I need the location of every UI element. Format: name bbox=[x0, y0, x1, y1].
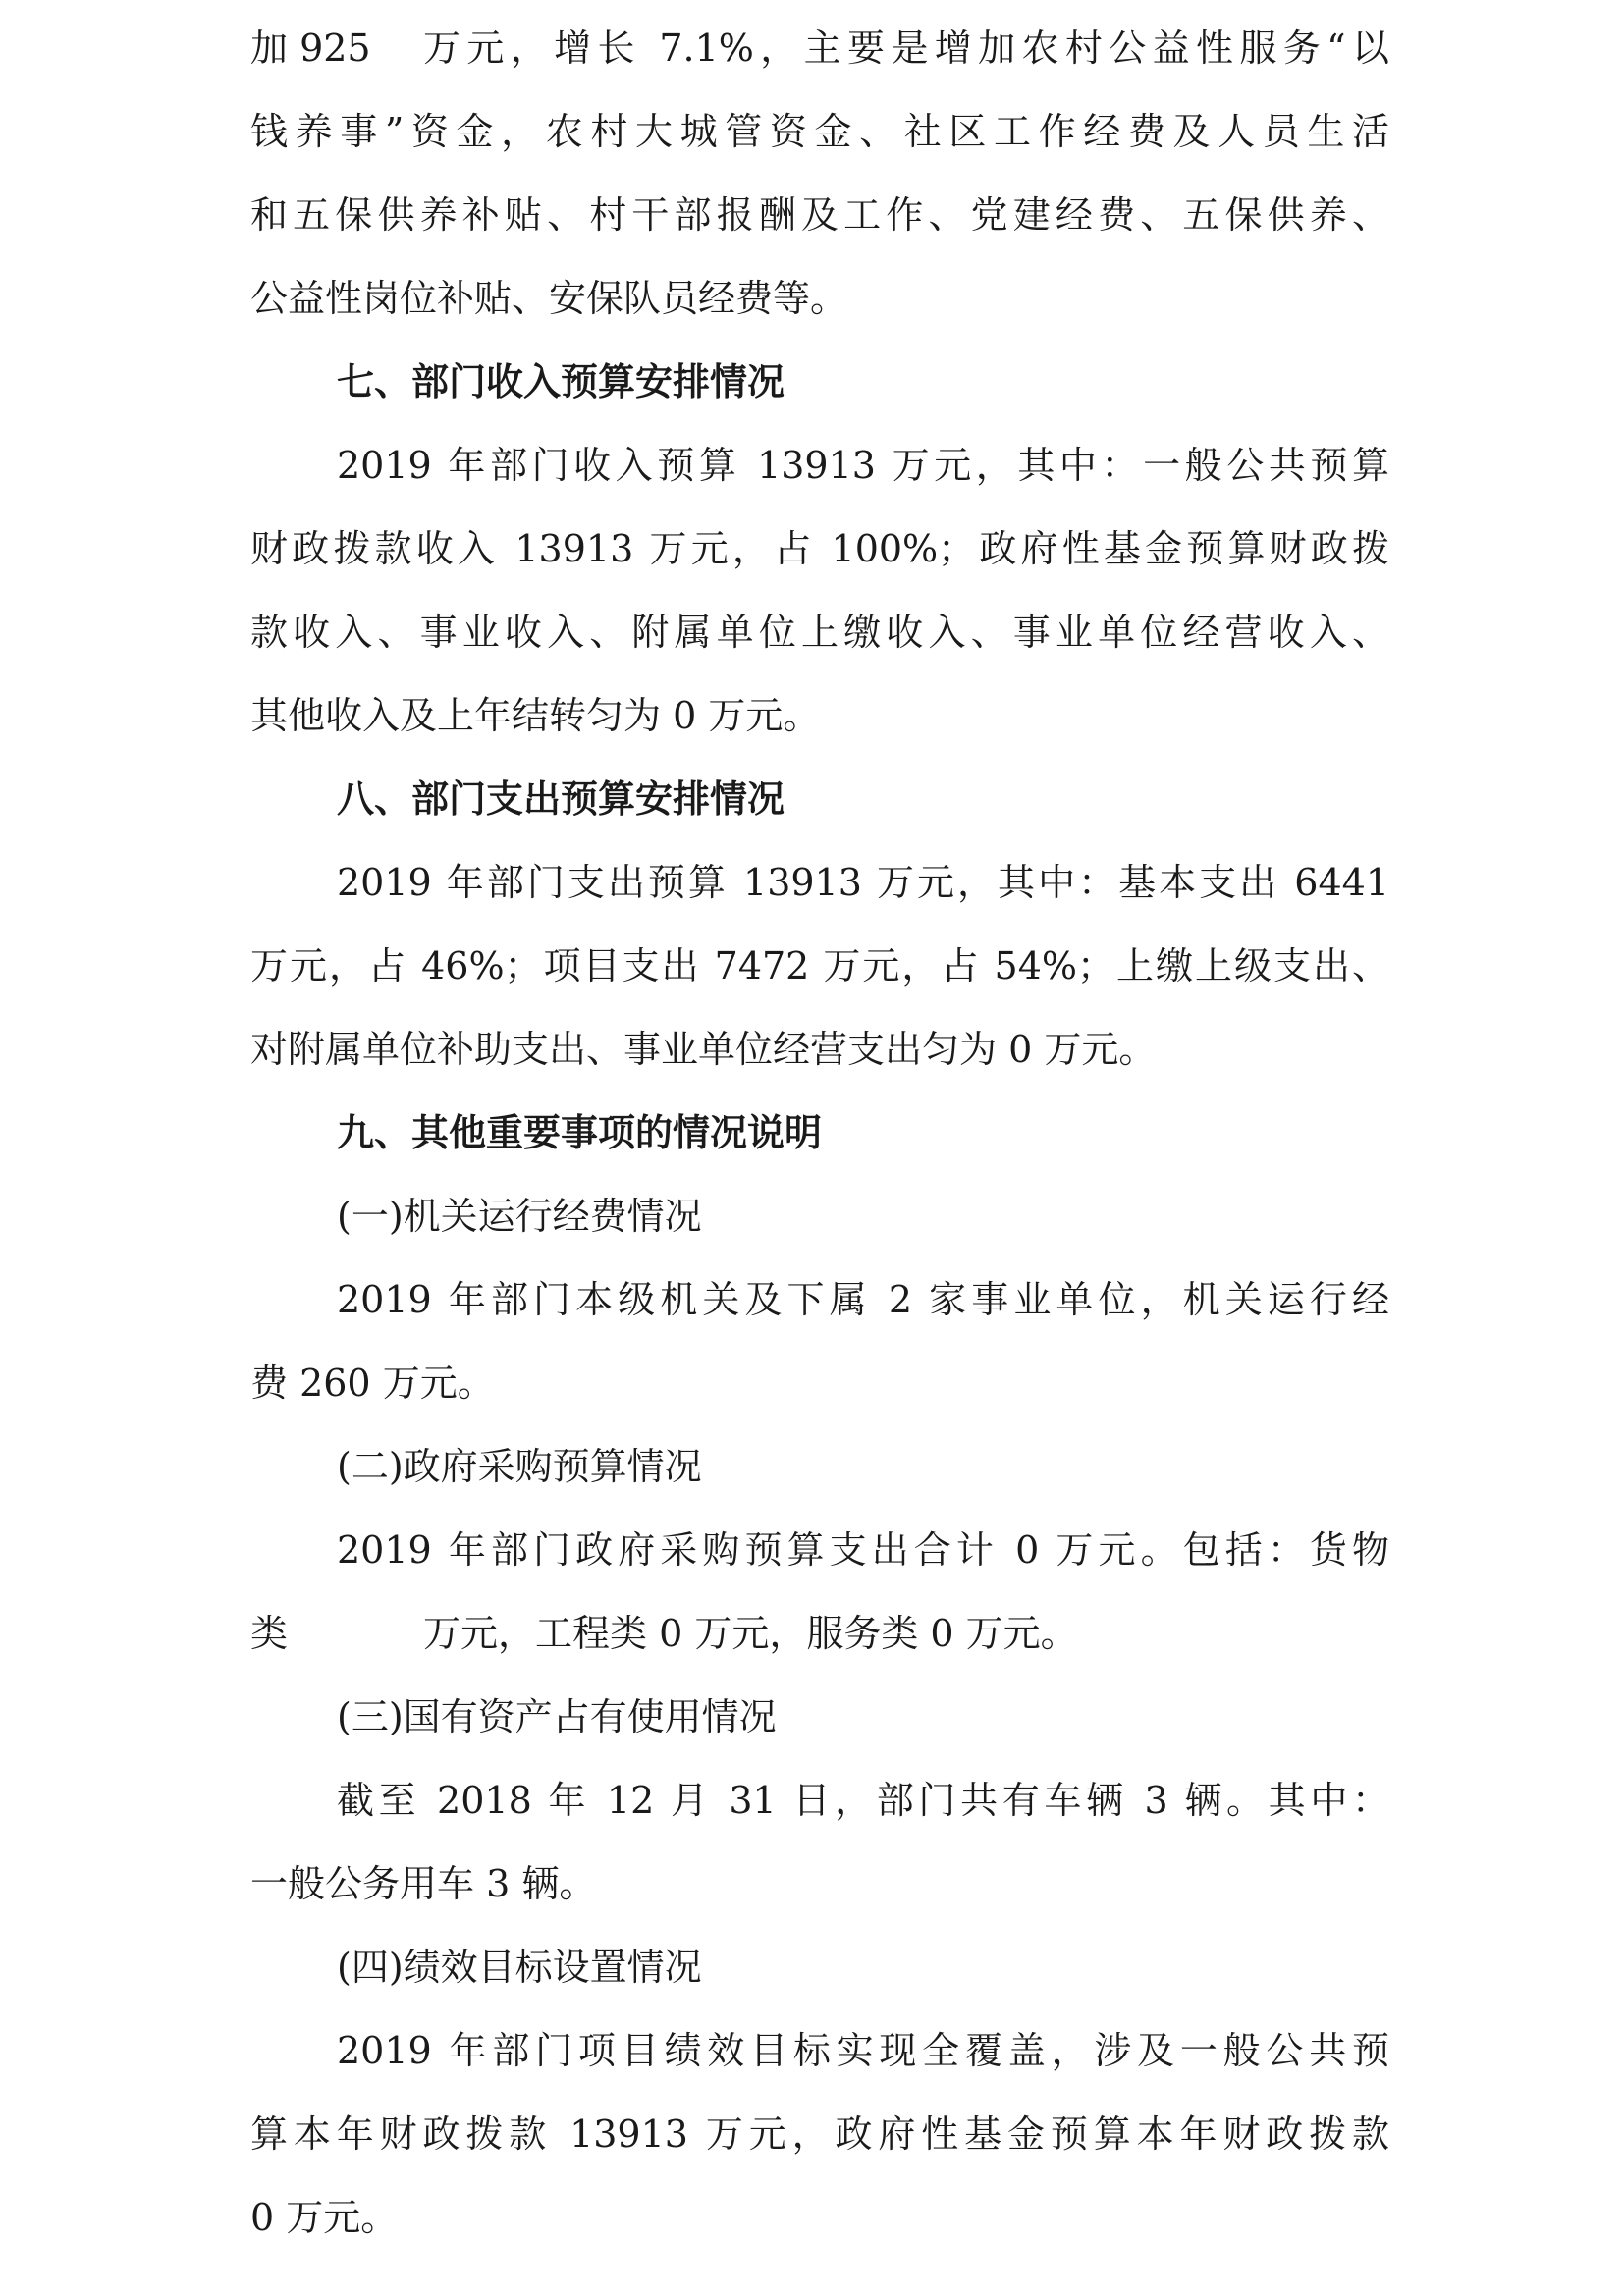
subsection-heading: (二)政府采购预算情况 bbox=[337, 1445, 702, 1488]
section-heading: 九、其他重要事项的情况说明 bbox=[337, 1111, 823, 1154]
paragraph-line: 款收入、事业收入、附属单位上缴收入、事业单位经营收入、 bbox=[250, 611, 1389, 654]
text-fragment: 万元，增长 7.1%，主要是增加农村公益性服务“以 bbox=[423, 27, 1389, 70]
paragraph-line bbox=[250, 1604, 1389, 1663]
paragraph-line: 公益性岗位补贴、安保队员经费等。 bbox=[250, 277, 848, 320]
paragraph-line bbox=[250, 19, 1389, 78]
paragraph-line: 2019 年部门政府采购预算支出合计 0 万元。包括：货物 bbox=[337, 1528, 1389, 1572]
paragraph-line: 2019 年部门本级机关及下属 2 家事业单位，机关运行经 bbox=[337, 1278, 1389, 1321]
text-fragment: 类 bbox=[250, 1612, 289, 1655]
paragraph-line: 一般公务用车 3 辆。 bbox=[250, 1862, 597, 1905]
subsection-heading: (一)机关运行经费情况 bbox=[337, 1195, 702, 1238]
paragraph-line: 万元，占 46%；项目支出 7472 万元，占 54%；上缴上级支出、 bbox=[250, 944, 1389, 988]
text-fragment: 万元，工程类 0 万元，服务类 0 万元。 bbox=[423, 1612, 1078, 1655]
paragraph-line: 和五保供养补贴、村干部报酬及工作、党建经费、五保供养、 bbox=[250, 193, 1389, 237]
paragraph-line: 2019 年部门收入预算 13913 万元，其中：一般公共预算 bbox=[337, 444, 1389, 487]
paragraph-line: 财政拨款收入 13913 万元，占 100%；政府性基金预算财政拨 bbox=[250, 527, 1389, 570]
section-heading: 八、部门支出预算安排情况 bbox=[337, 777, 785, 821]
paragraph-line: 算本年财政拨款 13913 万元，政府性基金预算本年财政拨款 bbox=[250, 2112, 1389, 2156]
subsection-heading: (三)国有资产占有使用情况 bbox=[337, 1695, 777, 1738]
paragraph-line: 2019 年部门支出预算 13913 万元，其中：基本支出 6441 bbox=[337, 861, 1389, 904]
paragraph-line: 费 260 万元。 bbox=[250, 1362, 495, 1405]
section-heading: 七、部门收入预算安排情况 bbox=[337, 360, 785, 403]
paragraph-line: 0 万元。 bbox=[250, 2196, 399, 2239]
paragraph-line: 对附属单位补助支出、事业单位经营支出匀为 0 万元。 bbox=[250, 1028, 1157, 1071]
subsection-heading: (四)绩效目标设置情况 bbox=[337, 1946, 702, 1989]
paragraph-line: 其他收入及上年结转匀为 0 万元。 bbox=[250, 694, 821, 737]
paragraph-line: 钱养事”资金，农村大城管资金、社区工作经费及人员生活 bbox=[250, 110, 1389, 153]
paragraph-line: 截至 2018 年 12 月 31 日，部门共有车辆 3 辆。其中： bbox=[337, 1779, 1389, 1822]
text-fragment: 加 925 bbox=[250, 27, 371, 70]
paragraph-line: 2019 年部门项目绩效目标实现全覆盖，涉及一般公共预 bbox=[337, 2029, 1389, 2072]
